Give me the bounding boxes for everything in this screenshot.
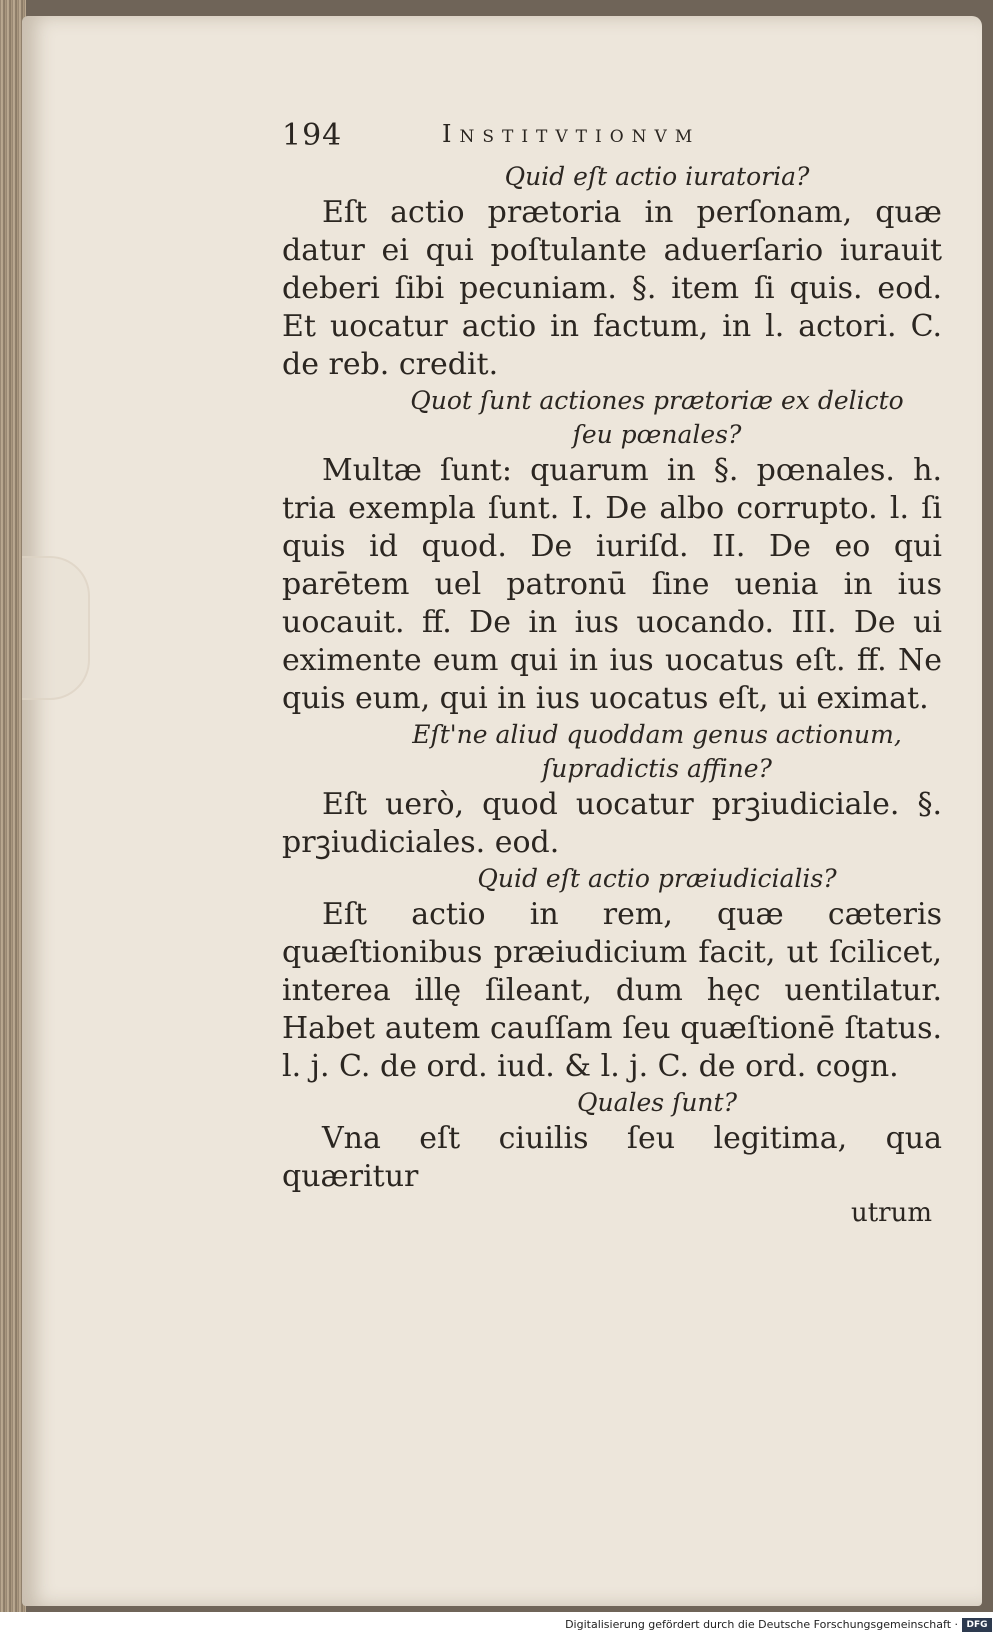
footer-bar	[0, 1615, 1000, 1637]
running-title: Institvtionvm	[442, 120, 701, 148]
page-content	[282, 160, 942, 1230]
page-clip	[22, 556, 90, 700]
question-heading: Quot ſunt actiones prætoriæ ex delicto ſeu pœnales?	[410, 386, 904, 449]
answer-paragraph: Eſt uerò, quod uocatur prꝫiudiciale. §. prꝫiudiciales. eod.	[282, 787, 942, 860]
page-header	[282, 118, 942, 158]
answer-paragraph: Eſt actio prætoria in perſonam, quæ datur ei qui poſtulante aduerſario iurauit deberi ſibi pecuniam. §. item ſi quis. eod. Et uocatur actio in factum, in l. actori. C. de reb. credit.	[282, 195, 942, 382]
answer-paragraph: Vna eſt ciuilis ſeu legitima, qua quæritur	[282, 1121, 942, 1194]
answer-paragraph: Multæ ſunt: quarum in §. pœnales. h. tria exempla ſunt. I. De albo corrupto. l. ſi quis id quod. De iuriſd. II. De eo qui parētem uel patronū ſine uenia in ius uocauit. ff. De in ius uocando. III. De ui eximente eum qui in ius uocatus eſt. ff. Ne quis eum, qui in ius uocatus eſt, ui eximat.	[282, 453, 942, 716]
answer-paragraph: Eſt actio in rem, quæ cæteris quæſtionibus præiudicium facit, ut ſcilicet, interea illę ſileant, dum hęc uentilatur. Habet autem cauſſam ſeu quæſtionē ſtatus. l. j. C. de ord. iud. & l. j. C. de ord. cogn.	[282, 897, 942, 1084]
footer-credit: Digitalisierung gefördert durch die Deutsche Forschungsgemeinschaft ·	[565, 1618, 958, 1631]
page-number: 194	[282, 118, 343, 153]
dfg-logo: DFG	[962, 1618, 992, 1632]
catchword: utrum	[850, 1198, 932, 1228]
question-heading: Quid eſt actio iuratoria?	[504, 162, 810, 191]
question-heading: Eſt'ne aliud quoddam genus actionum, ſupradictis affine?	[412, 720, 902, 783]
question-heading: Quid eſt actio præiudicialis?	[477, 864, 837, 893]
question-heading: Quales ſunt?	[577, 1088, 737, 1117]
